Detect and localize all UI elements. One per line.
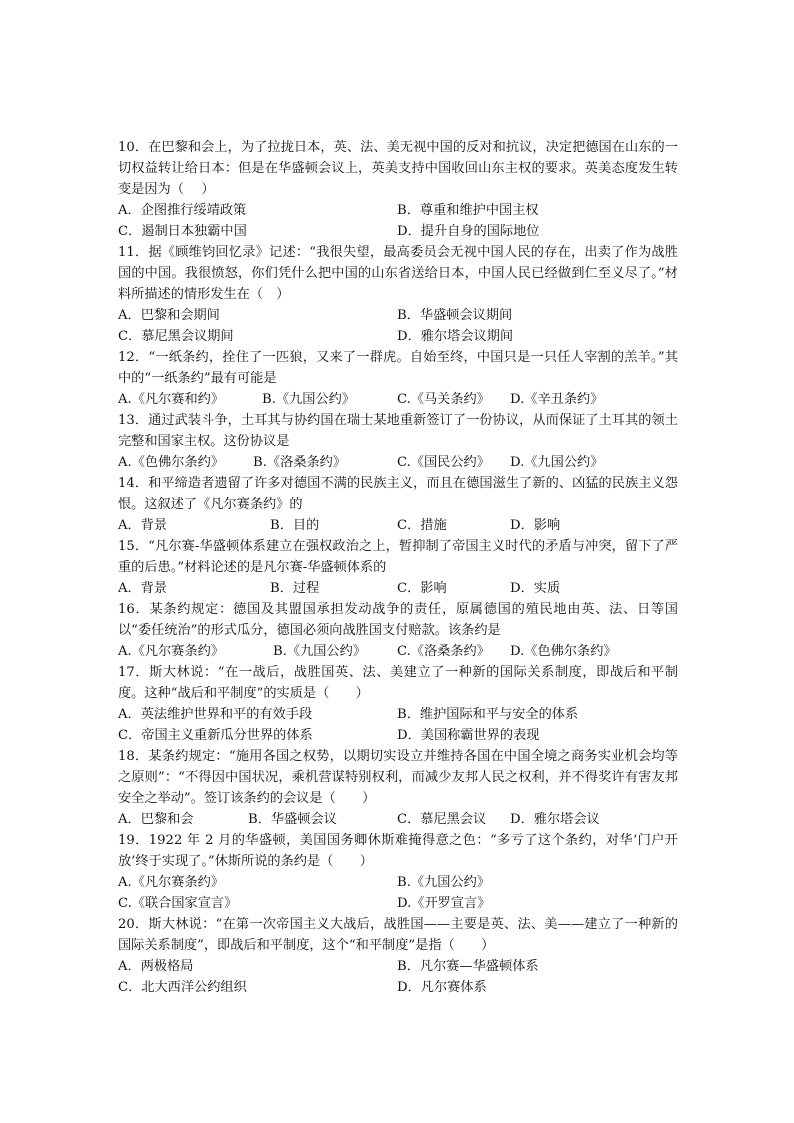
option-row	[118, 893, 678, 914]
option-row	[118, 515, 678, 536]
option-c[interactable]: C.《马关条约》	[397, 392, 490, 407]
option-d[interactable]: D．雅尔塔会议	[510, 812, 600, 827]
option-b[interactable]: B.《洛桑条约》	[253, 455, 347, 470]
question-15	[118, 536, 678, 599]
question-18	[118, 746, 678, 830]
question-12	[118, 347, 678, 410]
option-b[interactable]: B．凡尔赛—华盛顿体系	[397, 959, 539, 974]
option-row	[118, 326, 678, 347]
option-row	[118, 809, 678, 830]
question-text: 15．“凡尔赛-华盛顿体系建立在强权政治之上，暂抑制了帝国主义时代的矛盾与冲突，留下了严重的后患。”材料论述的是凡尔赛-华盛顿体系的	[118, 539, 678, 575]
question-17	[118, 662, 678, 746]
option-c[interactable]: C.《国民公约》	[397, 455, 490, 470]
question-text: 12．“一纸条约，拴住了一匹狼，又来了一群虎。自始至终，中国只是一只任人宰割的羔羊。”其中的“一纸条约”最有可能是	[118, 350, 678, 386]
question-20	[118, 914, 678, 998]
option-a[interactable]: A.《凡尔赛和约》	[118, 392, 225, 407]
option-b[interactable]: B.《九国公约》	[397, 875, 491, 890]
option-c[interactable]: C．北大西洋公约组织	[118, 980, 247, 995]
option-row	[118, 221, 678, 242]
option-row	[118, 977, 678, 998]
question-text: 18．某条约规定：“施用各国之权势，以期切实设立并维持各国在中国全境之商务实业机会均等之原则”：“不得因中国状况，乘机营谋特别权利，而减少友邦人民之权利，并不得奖许有害友邦安全之举动”。签订该条约的会议是（ ）	[118, 749, 678, 806]
question-text: 13．通过武装斗争，土耳其与协约国在瑞士某地重新签订了一份协议，从而保证了土耳其的领土完整和国家主权。这份协议是	[118, 413, 678, 449]
option-d[interactable]: D．实质	[510, 581, 561, 596]
option-a[interactable]: A．背景	[118, 518, 168, 533]
option-a[interactable]: A．英法维护世界和平的有效手段	[118, 707, 313, 722]
question-text: 20．斯大林说：“在第一次帝国主义大战后，战胜国——主要是英、法、美——建立了一种新的国际关系制度”，即战后和平制度，这个“和平制度”是指（ ）	[118, 917, 678, 953]
question-text: 17．斯大林说：“在一战后，战胜国英、法、美建立了一种新的国际关系制度，即战后和平制度。这种“战后和平制度”的实质是（ ）	[118, 665, 678, 701]
option-d[interactable]: D.《辛丑条约》	[510, 392, 604, 407]
question-text: 16．某条约规定：德国及其盟国承担发动战争的责任，原属德国的殖民地由英、法、日等国以“委任统治”的形式瓜分，德国必须向战胜国支付赔款。该条约是	[118, 602, 678, 638]
option-row	[118, 872, 678, 893]
option-b[interactable]: B.《九国公约》	[262, 392, 356, 407]
option-a[interactable]: A．企图推行绥靖政策	[118, 203, 247, 218]
option-c[interactable]: C．慕尼黑会议期间	[118, 329, 234, 344]
option-d[interactable]: D．提升自身的国际地位	[397, 224, 540, 239]
option-d[interactable]: D．影响	[510, 518, 561, 533]
option-c[interactable]: C．慕尼黑会议	[397, 812, 487, 827]
option-row	[118, 578, 678, 599]
option-c[interactable]: C．影响	[397, 581, 447, 596]
question-10	[118, 137, 678, 242]
question-text: 11．据《顾维钧回忆录》记述：“我很失望，最高委员会无视中国人民的存在，出卖了作为战胜国的中国。我很愤怒，你们凭什么把中国的山东省送给日本，中国人民已经做到仁至义尽了。”材料所描述的情形发生在（ ）	[118, 245, 678, 302]
option-d[interactable]: D．凡尔赛体系	[397, 980, 487, 995]
question-11	[118, 242, 678, 347]
option-a[interactable]: A．背景	[118, 581, 168, 596]
question-text: 10．在巴黎和会上，为了拉拢日本，英、法、美无视中国的反对和抗议，决定把德国在山东的一切权益转让给日本：但是在华盛顿会议上，英美支持中国收回山东主权的要求。英美态度发生转变是因为（ ）	[118, 140, 678, 197]
option-d[interactable]: D．雅尔塔会议期间	[397, 329, 514, 344]
option-a[interactable]: A.《色佛尔条约》	[118, 455, 225, 470]
option-b[interactable]: B．尊重和维护中国主权	[397, 203, 539, 218]
option-b[interactable]: B．华盛顿会议	[248, 812, 337, 827]
option-a[interactable]: A.《凡尔赛条约》	[118, 644, 225, 659]
option-row	[118, 725, 678, 746]
option-c[interactable]: C．帝国主义重新瓜分世界的体系	[118, 728, 313, 743]
question-14	[118, 473, 678, 536]
question-list	[118, 137, 678, 998]
option-c[interactable]: C.《洛桑条约》	[397, 644, 490, 659]
option-a[interactable]: A.《凡尔赛条约》	[118, 875, 225, 890]
option-c[interactable]: C．遏制日本独霸中国	[118, 224, 247, 239]
option-d[interactable]: D．美国称霸世界的表现	[397, 728, 540, 743]
option-b[interactable]: B．目的	[270, 518, 320, 533]
option-a[interactable]: A．两极格局	[118, 959, 194, 974]
option-b[interactable]: B.《九国公约》	[273, 644, 367, 659]
option-d[interactable]: D.《开罗宣言》	[397, 896, 491, 911]
option-c[interactable]: C.《联合国家宣言》	[118, 896, 238, 911]
option-row	[118, 641, 678, 662]
option-row	[118, 200, 678, 221]
question-19	[118, 830, 678, 914]
option-d[interactable]: D.《九国公约》	[510, 455, 604, 470]
option-a[interactable]: A．巴黎和会	[118, 812, 194, 827]
question-13	[118, 410, 678, 473]
option-b[interactable]: B．过程	[270, 581, 320, 596]
option-row	[118, 452, 678, 473]
option-c[interactable]: C．措施	[397, 518, 447, 533]
option-row	[118, 305, 678, 326]
option-row	[118, 389, 678, 410]
option-d[interactable]: D.《色佛尔条约》	[510, 644, 617, 659]
option-b[interactable]: B．华盛顿会议期间	[397, 308, 513, 323]
option-a[interactable]: A．巴黎和会期间	[118, 308, 220, 323]
option-row	[118, 956, 678, 977]
question-text: 14．和平缔造者遗留了许多对德国不满的民族主义，而且在德国滋生了新的、凶猛的民族主义怨恨。这叙述了《凡尔赛条约》的	[118, 476, 678, 512]
question-16	[118, 599, 678, 662]
question-text: 19．1922 年 2 月的华盛顿，美国国务卿休斯难掩得意之色：“多亏了这个条约，对华‘门户开放’终于实现了。”休斯所说的条约是（ ）	[118, 833, 678, 869]
option-b[interactable]: B．维护国际和平与安全的体系	[397, 707, 579, 722]
option-row	[118, 704, 678, 725]
